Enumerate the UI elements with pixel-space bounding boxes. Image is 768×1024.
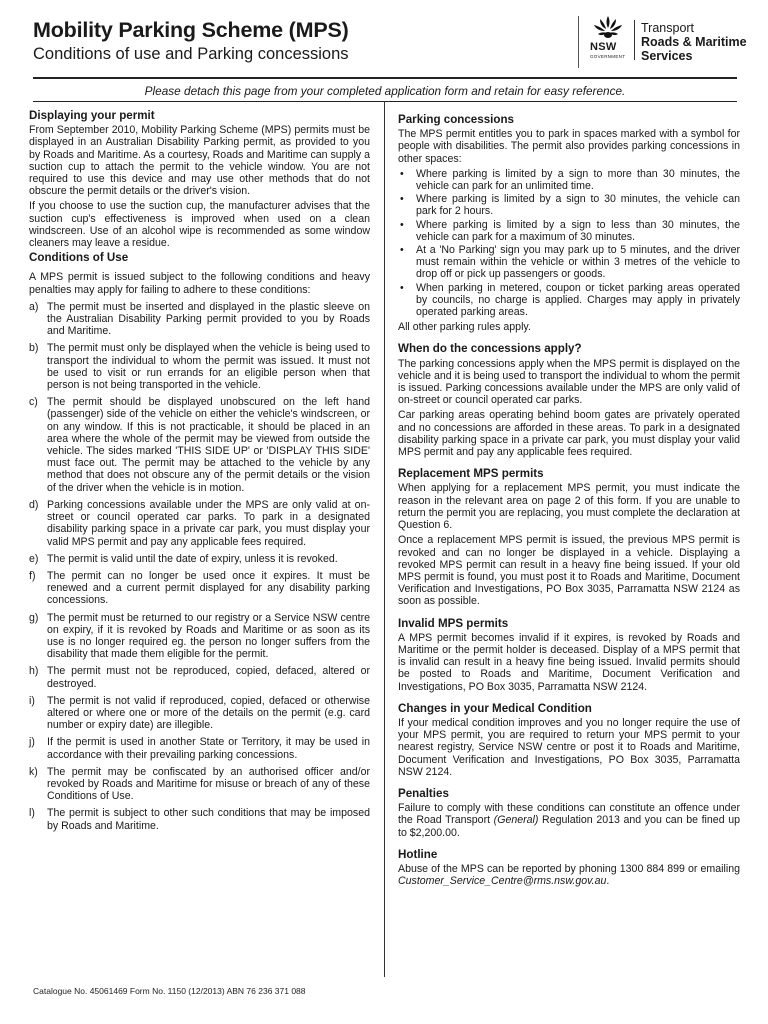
displaying-paragraph-2: If you choose to use the suction cup, the manufacturer advises that the suction cup's effectiveness is improved when used on a clean windscreen. Use of an alcohol wipe is recommended as some window cleaners may leave a residue. bbox=[29, 200, 370, 250]
parking-item: • At a 'No Parking' sign you may park up to 5 minutes, and the driver must remain within the vehicle or within 3 metres of the vehicle to drop off or pick up passengers or goods. bbox=[400, 244, 740, 281]
medical-paragraph: If your medical condition improves and you no longer require the use of your MPS permit, you are required to return your MPS permit to your nearest registry, Service NSW centre or post it to Roads and Maritime, Document Verification and Investigations, PO Box 3035, Parramatta NSW 2124. bbox=[398, 716, 740, 778]
right-column bbox=[398, 114, 740, 890]
parking-outro: All other parking rules apply. bbox=[398, 321, 531, 334]
conditions-list bbox=[29, 301, 370, 832]
condition-item: g) The permit must be returned to our registry or a Service NSW centre on expiry, if it is revoked by Roads and Maritime or as soon as its use is no longer required eg. the person no longer suffers from the disability that made them eligible for the permit. bbox=[29, 611, 370, 661]
invalid-heading: Invalid MPS permits bbox=[398, 616, 509, 630]
parking-item: • Where parking is limited by a sign to 30 minutes, the vehicle can park for 2 hours. bbox=[400, 193, 740, 218]
replacement-heading: Replacement MPS permits bbox=[398, 467, 544, 481]
when-heading: When do the concessions apply? bbox=[398, 342, 582, 356]
displaying-paragraph-1: From September 2010, Mobility Parking Scheme (MPS) permits must be displayed in an Australian Disability Parking permit, as provided to you by Roads and Maritime. As a courtesy, Roads and Maritime can supply a suction cup to attach the permit to the vehicle window. You are not required to use this device and may use other methods that do not obscure the permit details or the driver's vision. bbox=[29, 124, 370, 198]
left-column bbox=[29, 110, 370, 837]
condition-item: j) If the permit is used in another State or Territory, it may be used in accordance with their prevailing parking concessions. bbox=[29, 736, 370, 761]
page-title: Mobility Parking Scheme (MPS) bbox=[33, 18, 349, 42]
logo-nsw-text: NSW bbox=[590, 41, 617, 53]
parking-item: • When parking in metered, coupon or ticket parking areas operated by councils, no charge is applied. Charges may apply in privately operated parking areas. bbox=[400, 281, 740, 319]
condition-item: h) The permit must not be reproduced, copied, defaced, altered or destroyed. bbox=[29, 665, 370, 690]
replacement-paragraph-2: Once a replacement MPS permit is issued, the previous MPS permit is revoked and can no longer be displayed in a vehicle. Displaying a revoked MPS permit can result in a heavy fine being issued. If your old MPS permit is found, you must post it to Roads and Maritime, Document Verification and Investigations, PO Box 3035, Parramatta NSW 2124 as soon as possible. bbox=[398, 534, 740, 608]
logo-separator bbox=[634, 20, 635, 60]
parking-list bbox=[398, 168, 740, 318]
condition-item: d) Parking concessions available under the MPS are only valid at on-street or council operated car parks. To park in a designated disability parking space in a private car park, you must display your valid MPS permit and pay any applicable fees required. bbox=[29, 498, 370, 548]
column-divider bbox=[384, 101, 385, 977]
condition-item: k) The permit may be confiscated by an authorised officer and/or revoked by Roads and Maritime for misuse or breach of any of these Conditions of Use. bbox=[29, 765, 370, 803]
detach-note: Please detach this page from your completed application form and retain for easy reference. bbox=[144, 84, 626, 98]
catalogue-footer: Catalogue No. 45061469 Form No. 1150 (12/2013) ABN 76 236 371 088 bbox=[33, 986, 306, 996]
brand-transport: Transport bbox=[641, 21, 695, 35]
medical-heading: Changes in your Medical Condition bbox=[398, 701, 592, 715]
hotline-heading: Hotline bbox=[398, 847, 438, 861]
page-header bbox=[0, 0, 768, 76]
hotline-paragraph: Abuse of the MPS can be reported by phoning 1300 884 899 or emailing Customer_Service_Centre@rms.nsw.gov.au. bbox=[398, 862, 740, 888]
parking-item: • Where parking is limited by a sign to less than 30 minutes, the vehicle can park for a maximum of 30 minutes. bbox=[400, 218, 740, 243]
conditions-heading: Conditions of Use bbox=[29, 251, 129, 265]
condition-item: e) The permit is valid until the date of expiry, unless it is revoked. bbox=[29, 552, 338, 565]
parking-heading: Parking concessions bbox=[398, 113, 514, 126]
section-rule bbox=[33, 101, 737, 102]
invalid-paragraph: A MPS permit becomes invalid if it expires, is revoked by Roads and Maritime or the permit holder is deceased. Display of a MPS permit that is invalid can result in a heavy fine being issued. Invalid permits should be posted to Roads and Maritime, Document Verification and Investigations, PO Box 3035, Parramatta NSW 2124. bbox=[398, 631, 740, 693]
condition-item: l) The permit is subject to other such conditions that may be imposed by Roads and Maritime. bbox=[29, 807, 370, 832]
penalties-heading: Penalties bbox=[398, 786, 449, 800]
logo-government-text: GOVERNMENT bbox=[590, 54, 626, 59]
agency-brand bbox=[641, 21, 747, 63]
brand-services: Services bbox=[641, 49, 693, 63]
top-rule bbox=[33, 77, 737, 79]
conditions-intro: A MPS permit is issued subject to the following conditions and heavy penalties may apply for failing to adhere to these conditions: bbox=[29, 271, 370, 296]
condition-item: a) The permit must be inserted and displayed in the plastic sleeve on the Australian Disability Parking permit provided to you by Roads and Maritime. bbox=[29, 300, 370, 338]
brand-roads-maritime: Roads & Maritime bbox=[641, 35, 747, 49]
condition-item: f) The permit can no longer be used once it expires. It must be renewed and a current permit displayed for any disability parking concessions. bbox=[29, 569, 370, 607]
penalties-paragraph: Failure to comply with these conditions can constitute an offence under the Road Transport (General) Regulation 2013 and you can be fined up to $2,200.00. bbox=[398, 802, 740, 839]
condition-item: i) The permit is not valid if reproduced, copied, defaced or otherwise altered or where one or more of the details on the permit (e.g. card number or expiry date) are illegible. bbox=[29, 694, 370, 732]
replacement-paragraph-1: When applying for a replacement MPS permit, you must indicate the reason in the relevant area on page 2 of this form. If you are unable to return the permit you are replacing, you must complete the declaration at Question 6. bbox=[398, 482, 740, 532]
parking-item: • Where parking is limited by a sign to more than 30 minutes, the vehicle can park for an unlimited time. bbox=[400, 167, 740, 193]
displaying-heading: Displaying your permit bbox=[29, 109, 155, 122]
hotline-email-link[interactable]: Customer_Service_Centre@rms.nsw.gov.au bbox=[398, 875, 607, 888]
when-paragraph-2: Car parking areas operating behind boom gates are privately operated and no concessions are afforded in these areas. To park in a designated disability parking space in a private car park, you must display your valid MPS permit and pay any applicable fees required. bbox=[398, 409, 740, 459]
parking-intro: The MPS permit entitles you to park in spaces marked with a symbol for people with disabilities. The permit also provides parking concessions in other spaces: bbox=[398, 128, 740, 165]
condition-item: c) The permit should be displayed unobscured on the left hand (passenger) side of the vehicle on either the vehicle's windscreen, or on any window. If this is not practicable, it should be placed in an area where the whole of the permit may be viewed from outside the vehicle. The sides marked 'THIS SIDE UP' or 'DISPLAY THIS SIDE' must face out. The permit may be attached to the vehicle by any method that does not obscure any of the permit details or the vision of the driver when the vehicle is in motion. bbox=[29, 396, 370, 494]
header-divider bbox=[578, 16, 579, 68]
page-subtitle: Conditions of use and Parking concessions bbox=[33, 45, 349, 63]
when-paragraph-1: The parking concessions apply when the MPS permit is displayed on the vehicle and it is being used to transport the individual to whom the permit is issued. Parking concessions available under the MPS are only valid of on-street or council operated car parks. bbox=[398, 357, 740, 407]
condition-item: b) The permit must only be displayed when the vehicle is being used to transport the individual to whom the permit was issued. It must not be used to visit or run errands for an eligible person when that person is not being transported in the vehicle. bbox=[29, 342, 370, 392]
